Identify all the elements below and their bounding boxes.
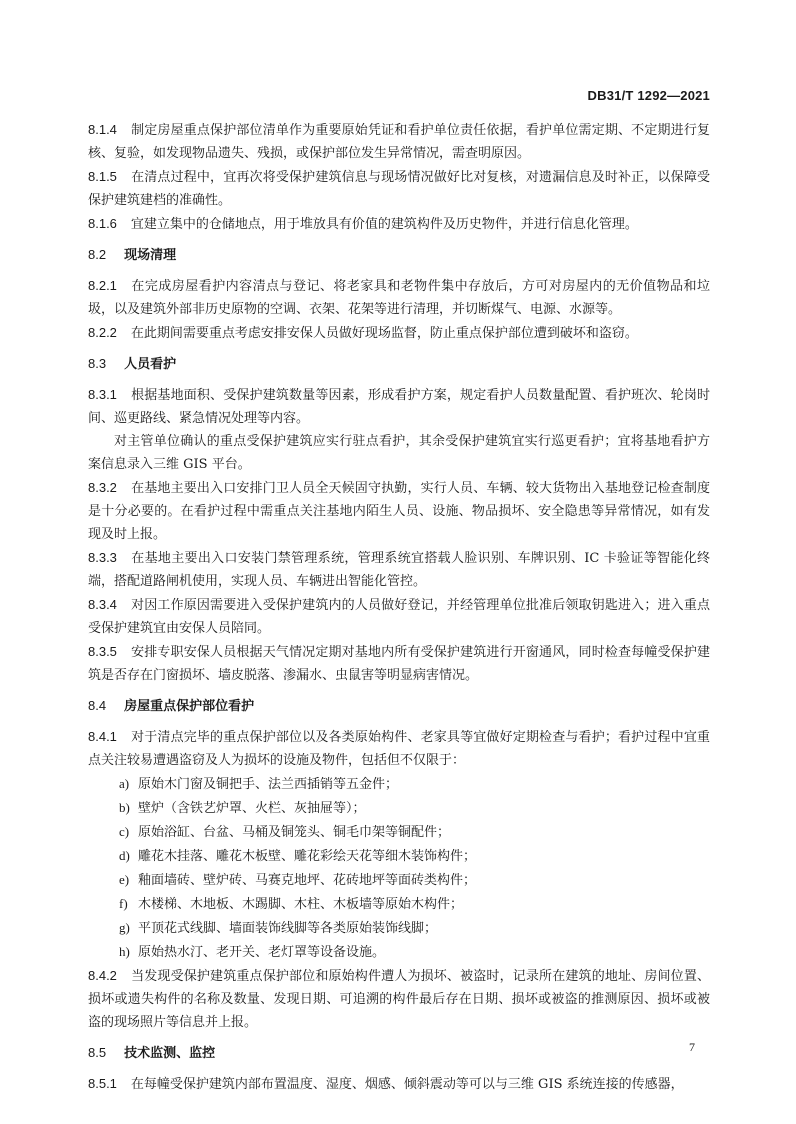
clause-number: 8.3.4 — [88, 597, 117, 612]
clause-8-3-1-paragraph-2: 对主管单位确认的重点受保护建筑应实行驻点看护，其余受保护建筑宜实行巡更看护；宜将基地看护方案信息录入三维 GIS 平台。 — [88, 434, 710, 472]
list-item-text: 雕花木挂落、雕花木板壁、雕花彩绘天花等细木装饰构件； — [138, 849, 477, 864]
clause-text: 宜建立集中的仓储地点，用于堆放具有价值的建筑构件及历史物件，并进行信息化管理。 — [130, 217, 638, 232]
list-item — [88, 772, 710, 796]
list-item — [88, 940, 710, 964]
clause-number: 8.2.2 — [88, 325, 117, 340]
list-item — [88, 796, 710, 820]
clause-8-1-5 — [88, 165, 710, 212]
clause-8-3-3 — [88, 546, 710, 593]
list-item-label: c) — [119, 824, 130, 839]
clause-number: 8.1.5 — [88, 169, 117, 184]
list-item-label: d) — [119, 848, 130, 863]
list-item — [88, 820, 710, 844]
clause-text: 对于清点完毕的重点保护部位以及各类原始构件、老家具等宜做好定期检查与看护；看护过程中宜重点关注较易遭遇盗窃及人为损坏的设施及物件，包括但不仅限于： — [88, 730, 710, 768]
list-item-label: f) — [119, 896, 128, 911]
clause-8-5-1 — [88, 1072, 710, 1096]
list-item-text: 原始热水汀、老开关、老灯罩等设备设施。 — [138, 945, 386, 960]
document-body — [88, 118, 710, 1096]
section-title: 人员看护 — [124, 357, 177, 372]
section-heading-8-2 — [88, 243, 710, 267]
list-item-label: e) — [119, 872, 130, 887]
list-item-text: 原始浴缸、台盆、马桶及铜笼头、铜毛巾架等铜配件； — [138, 825, 451, 840]
section-number: 8.4 — [88, 698, 107, 713]
clause-text: 在此期间需要重点考虑安排安保人员做好现场监督，防止重点保护部位遭到破坏和盗窃。 — [130, 326, 638, 341]
list-item-label: b) — [119, 800, 130, 815]
clause-text: 在完成房屋看护内容清点与登记、将老家具和老物件集中存放后，方可对房屋内的无价值物品和垃圾，以及建筑外部非历史原物的空调、衣架、花架等进行清理，并切断煤气、电源、水源等。 — [88, 279, 710, 317]
list-item-text: 壁炉（含铁艺炉罩、火栏、灰抽屉等）； — [138, 801, 366, 816]
clause-8-3-2 — [88, 476, 710, 546]
list-item-text: 木楼梯、木地板、木踢脚、木柱、木板墙等原始木构件； — [138, 897, 464, 912]
clause-8-1-6 — [88, 212, 710, 236]
clause-text: 在清点过程中，宜再次将受保护建筑信息与现场情况做好比对复核，对遗漏信息及时补正，以保障受保护建筑建档的准确性。 — [88, 170, 710, 208]
clause-number: 8.1.4 — [88, 122, 117, 137]
clause-8-4-2 — [88, 964, 710, 1034]
list-item-label: a) — [119, 776, 130, 791]
clause-8-3-1 — [88, 383, 710, 430]
clause-text: 在基地主要出入口安排门卫人员全天候固守执勤，实行人员、车辆、较大货物出入基地登记检查制度是十分必要的。在看护过程中需重点关注基地内陌生人员、设施、物品损坏、安全隐患等异常情况，如有发现及时上报。 — [88, 481, 710, 542]
clause-text: 在每幢受保护建筑内部布置温度、湿度、烟感、倾斜震动等可以与三维 GIS 系统连接的传感器， — [130, 1077, 684, 1092]
document-code: DB31/T 1292—2021 — [587, 88, 710, 103]
clause-text: 对因工作原因需要进入受保护建筑内的人员做好登记，并经管理单位批准后领取钥匙进入；进入重点受保护建筑宜由安保人员陪同。 — [88, 598, 710, 636]
clause-number: 8.1.6 — [88, 216, 117, 231]
clause-8-1-4 — [88, 118, 710, 165]
section-heading-8-4 — [88, 694, 710, 718]
section-number: 8.5 — [88, 1045, 107, 1060]
section-title: 技术监测、监控 — [124, 1046, 216, 1061]
clause-number: 8.5.1 — [88, 1076, 117, 1091]
clause-number: 8.4.2 — [88, 968, 117, 983]
section-title: 现场清理 — [124, 248, 177, 263]
clause-number: 8.3.5 — [88, 644, 117, 659]
clause-text: 当发现受保护建筑重点保护部位和原始构件遭人为损坏、被盗时，记录所在建筑的地址、房间位置、损坏或遗失构件的名称及数量、发现日期、可追溯的构件最后存在日期、损坏或被盗的推测原因、损坏或被盗的现场照片等信息并上报。 — [88, 969, 710, 1030]
list-item — [88, 916, 710, 940]
clause-number: 8.3.1 — [88, 387, 117, 402]
clause-number: 8.4.1 — [88, 729, 117, 744]
clause-text: 在基地主要出入口安装门禁管理系统，管理系统宜搭载人脸识别、车牌识别、IC 卡验证等智能化终端，搭配道路闸机使用，实现人员、车辆进出智能化管控。 — [88, 551, 710, 589]
clause-8-3-4 — [88, 593, 710, 640]
clause-8-4-1 — [88, 725, 710, 772]
list-item-text: 原始木门窗及铜把手、法兰西插销等五金件； — [138, 777, 399, 792]
list-item-label: g) — [119, 920, 130, 935]
list-item — [88, 892, 710, 916]
list-item-text: 釉面墙砖、壁炉砖、马赛克地坪、花砖地坪等面砖类构件； — [138, 873, 477, 888]
clause-number: 8.3.2 — [88, 480, 117, 495]
section-heading-8-3 — [88, 352, 710, 376]
clause-number: 8.2.1 — [88, 278, 117, 293]
clause-text: 制定房屋重点保护部位清单作为重要原始凭证和看护单位责任依据，看护单位需定期、不定期进行复核、复验，如发现物品遗失、残损，或保护部位发生异常情况，需查明原因。 — [88, 123, 710, 161]
list-item — [88, 868, 710, 892]
page-number: 7 — [689, 1040, 695, 1054]
clause-text: 安排专职安保人员根据天气情况定期对基地内所有受保护建筑进行开窗通风，同时检查每幢受保护建筑是否存在门窗损坏、墙皮脱落、渗漏水、虫鼠害等明显病害情况。 — [88, 645, 710, 683]
clause-8-2-2 — [88, 321, 710, 345]
clause-number: 8.3.3 — [88, 550, 117, 565]
clause-text: 根据基地面积、受保护建筑数量等因素，形成看护方案，规定看护人员数量配置、看护班次、轮岗时间、巡更路线、紧急情况处理等内容。 — [88, 388, 710, 426]
section-number: 8.2 — [88, 247, 107, 262]
section-title: 房屋重点保护部位看护 — [124, 699, 255, 714]
clause-8-3-5 — [88, 640, 710, 687]
section-number: 8.3 — [88, 356, 107, 371]
section-heading-8-5 — [88, 1041, 710, 1065]
list-item — [88, 844, 710, 868]
clause-8-2-1 — [88, 274, 710, 321]
list-item-text: 平顶花式线脚、墙面装饰线脚等各类原始装饰线脚； — [138, 921, 438, 936]
protected-items-list — [88, 772, 710, 964]
list-item-label: h) — [119, 944, 130, 959]
